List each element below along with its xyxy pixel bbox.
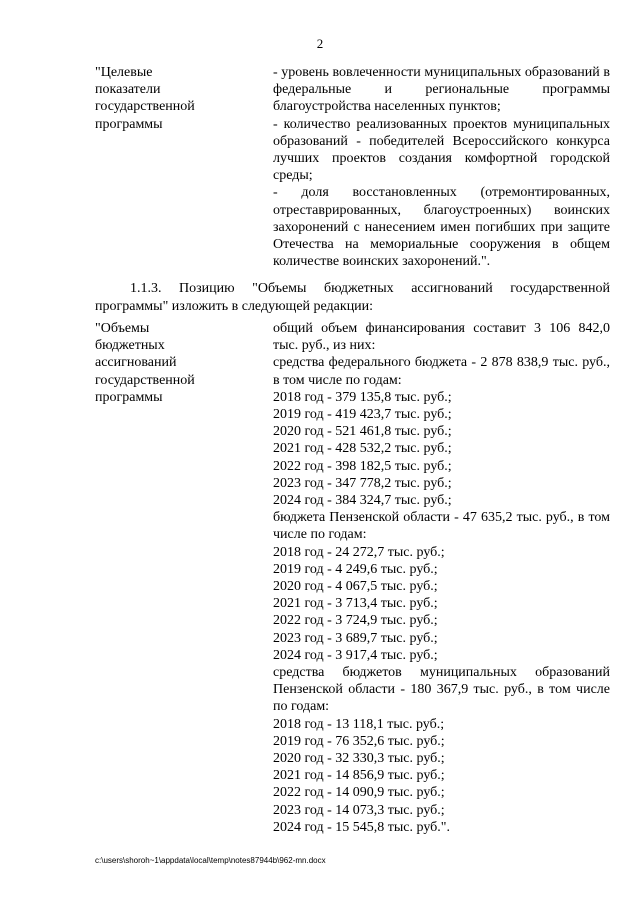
- regional-year: 2023 год - 3 689,7 тыс. руб.;: [273, 630, 438, 646]
- target-indicators-label: "Целевые показатели государственной программы: [95, 65, 195, 132]
- amendment-paragraph: 1.1.3. Позицию "Объемы бюджетных ассигнований государственной программы" изложить в следующей редакции:: [95, 281, 610, 314]
- regional-header: бюджета Пензенской области - 47 635,2 тыс. руб., в том числе по годам:: [273, 510, 610, 543]
- municipal-year: 2020 год - 32 330,3 тыс. руб.;: [273, 751, 445, 767]
- budget-row: [95, 320, 610, 850]
- regional-year: 2024 год - 3 917,4 тыс. руб.;: [273, 647, 438, 663]
- municipal-year: 2024 год - 15 545,8 тыс. руб.".: [273, 819, 450, 835]
- regional-year: 2019 год - 4 249,6 тыс. руб.;: [273, 561, 438, 577]
- regional-year: 2018 год - 24 272,7 тыс. руб.;: [273, 544, 445, 560]
- federal-year: 2024 год - 384 324,7 тыс. руб.;: [273, 493, 452, 509]
- municipal-year: 2018 год - 13 118,1 тыс. руб.;: [273, 716, 445, 732]
- federal-header: средства федерального бюджета - 2 878 838,9 тыс. руб., в том числе по годам:: [273, 355, 610, 388]
- federal-year: 2020 год - 521 461,8 тыс. руб.;: [273, 424, 452, 440]
- indicator-item: - доля восстановленных (отремонтированных, отреставрированных, благоустроенных) воинских захоронений с нанесением имен погибших при защите Отечества на мемориальные сооружения в общем количестве воинских захоронений.".: [273, 185, 610, 270]
- federal-year: 2018 год - 379 135,8 тыс. руб.;: [273, 389, 452, 405]
- municipal-header: средства бюджетов муниципальных образований Пензенской области - 180 367,9 тыс. руб., в том числе по годам:: [273, 665, 610, 715]
- federal-year: 2021 год - 428 532,2 тыс. руб.;: [273, 441, 452, 457]
- federal-year: 2022 год - 398 182,5 тыс. руб.;: [273, 458, 452, 474]
- total-financing: общий объем финансирования составит 3 106 842,0 тыс. руб., из них:: [273, 321, 610, 354]
- page-number: 2: [316, 36, 324, 51]
- indicator-item: - уровень вовлеченности муниципальных образований в федеральные и региональные программы благоустройства населенных пунктов;: [273, 65, 610, 115]
- municipal-year: 2019 год - 76 352,6 тыс. руб.;: [273, 733, 445, 749]
- municipal-year: 2022 год - 14 090,9 тыс. руб.;: [273, 785, 445, 801]
- regional-year: 2020 год - 4 067,5 тыс. руб.;: [273, 579, 438, 595]
- budget-label: "Объемы бюджетных ассигнований государственной программы: [95, 321, 195, 405]
- indicator-item: - количество реализованных проектов муниципальных образований - победителей Всероссийского конкурса лучших проектов создания комфортной городской среды;: [273, 116, 610, 184]
- regional-year: 2021 год - 3 713,4 тыс. руб.;: [273, 596, 438, 612]
- target-indicators-values: [273, 64, 610, 270]
- federal-year: 2023 год - 347 778,2 тыс. руб.;: [273, 475, 452, 491]
- federal-year: 2019 год - 419 423,7 тыс. руб.;: [273, 407, 452, 423]
- regional-year: 2022 год - 3 724,9 тыс. руб.;: [273, 613, 438, 629]
- file-path-footer: c:\users\shoroh~1\appdata\local\temp\notes87944b\962-mn.docx: [95, 856, 326, 865]
- municipal-year: 2023 год - 14 073,3 тыс. руб.;: [273, 802, 445, 818]
- budget-values: [273, 320, 610, 836]
- municipal-year: 2021 год - 14 856,9 тыс. руб.;: [273, 768, 445, 784]
- target-indicators-row: [95, 64, 610, 274]
